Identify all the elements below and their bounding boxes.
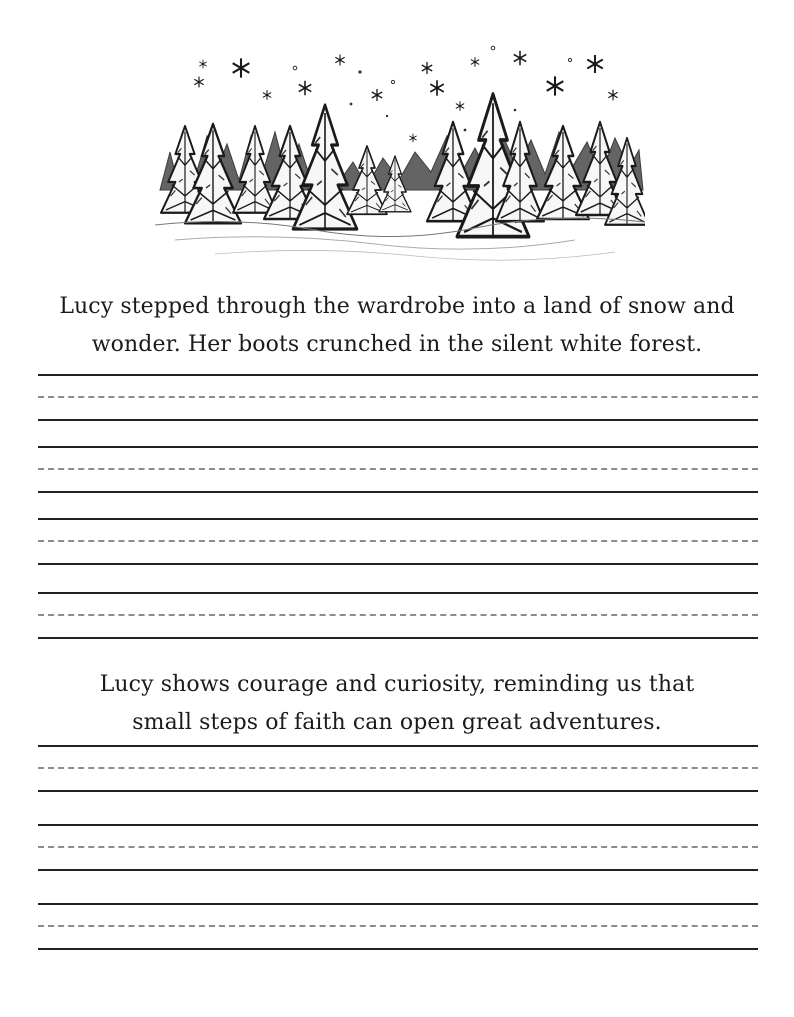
dashed-midline — [38, 767, 758, 769]
top-line — [38, 374, 758, 376]
winter-forest-illustration — [155, 40, 645, 265]
writing-line-set[interactable] — [38, 824, 758, 896]
writing-line-set[interactable] — [38, 745, 758, 817]
passage-1-line-1: Lucy stepped through the wardrobe into a land of snow and — [59, 294, 735, 319]
dashed-midline — [38, 468, 758, 470]
top-line — [38, 518, 758, 520]
dashed-midline — [38, 540, 758, 542]
story-passage-1 — [0, 288, 794, 364]
writing-line-set[interactable] — [38, 592, 758, 664]
writing-line-set[interactable] — [38, 518, 758, 590]
passage-2-line-2: small steps of faith can open great adventures. — [132, 710, 662, 735]
top-line — [38, 745, 758, 747]
baseline — [38, 869, 758, 871]
baseline — [38, 419, 758, 421]
story-passage-2 — [0, 666, 794, 742]
top-line — [38, 592, 758, 594]
writing-line-set[interactable] — [38, 903, 758, 975]
writing-line-set[interactable] — [38, 374, 758, 446]
baseline — [38, 491, 758, 493]
passage-2-line-1: Lucy shows courage and curiosity, reminding us that — [99, 672, 695, 697]
dashed-midline — [38, 925, 758, 927]
baseline — [38, 948, 758, 950]
top-line — [38, 903, 758, 905]
dashed-midline — [38, 846, 758, 848]
dashed-midline — [38, 614, 758, 616]
snowflake-icon — [194, 46, 617, 142]
writing-line-set[interactable] — [38, 446, 758, 518]
dashed-midline — [38, 396, 758, 398]
passage-1-line-2: wonder. Her boots crunched in the silent white forest. — [91, 332, 703, 357]
baseline — [38, 637, 758, 639]
baseline — [38, 563, 758, 565]
top-line — [38, 824, 758, 826]
top-line — [38, 446, 758, 448]
baseline — [38, 790, 758, 792]
